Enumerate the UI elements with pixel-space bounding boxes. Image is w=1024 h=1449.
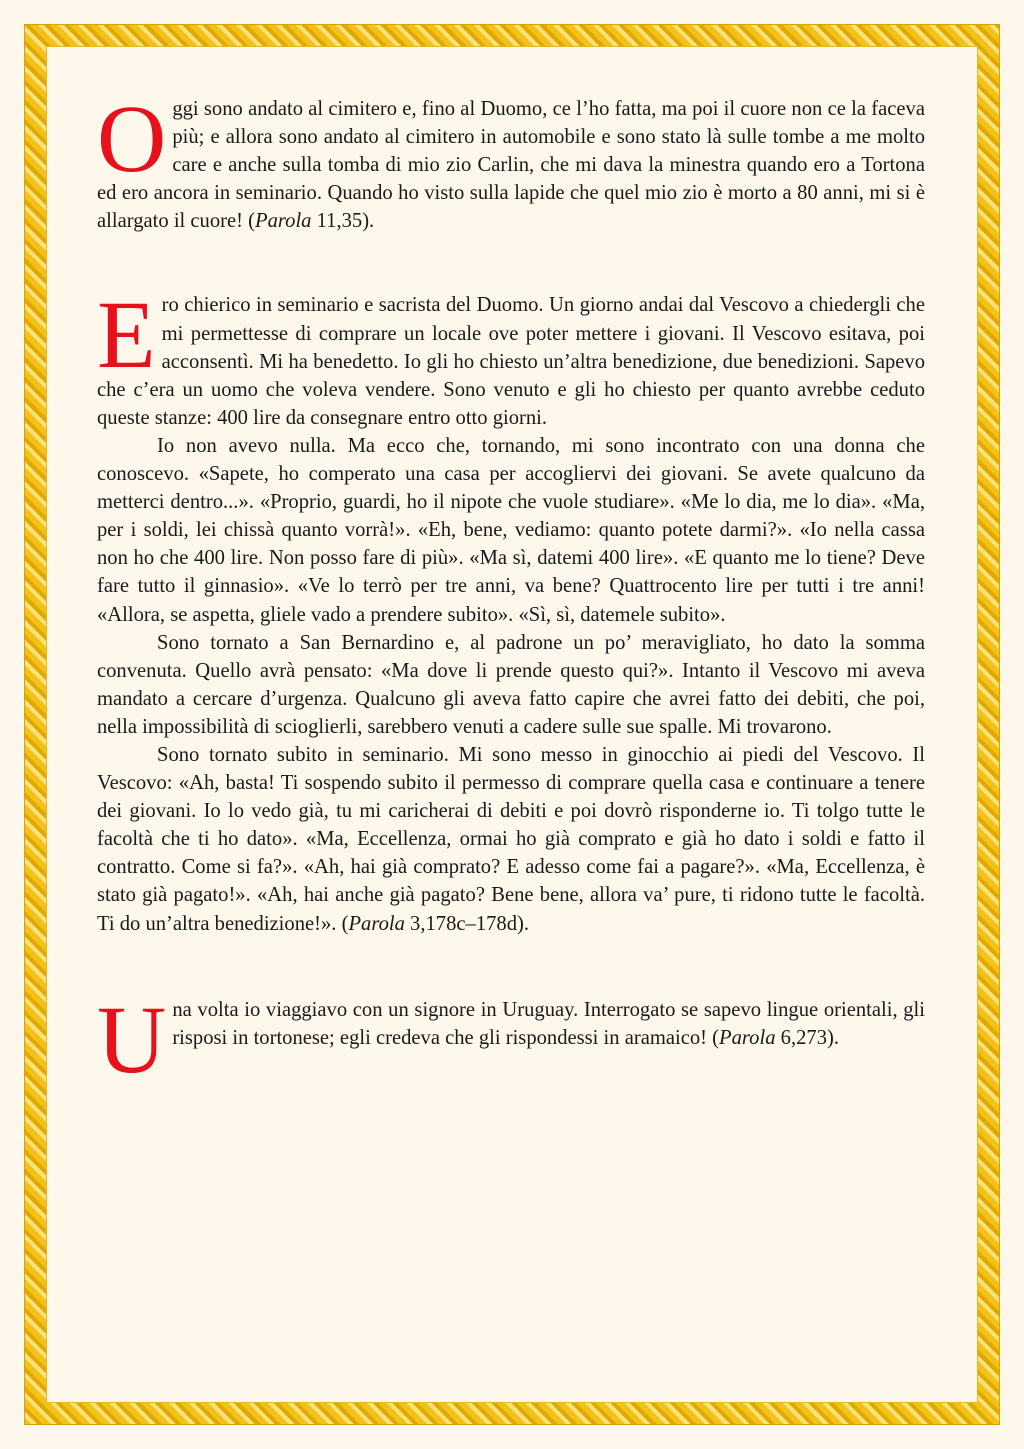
drop-cap: O: [97, 85, 167, 192]
paragraph: [97, 996, 925, 1052]
paragraph-text: ggi sono andato al cimitero e, fino al Duomo, ce l’ho fatta, ma poi il cuore non ce la faceva più; e allora sono andato al cimitero in automobile e sono stato là sulle tombe a me molto care e anche sulla tomba di mio zio Carlin, che mi dava la minestra quando ero a Tortona ed ero ancora in seminario. Quando ho visto sulla lapide che quel mio zio è morto a 80 anni, mi si è allargato il cuore! (: [97, 98, 925, 233]
paragraph: [97, 741, 925, 938]
spacer: [97, 938, 925, 996]
paragraph: Io non avevo nulla. Ma ecco che, tornando, mi sono incontrato con una donna che conoscevo. «Sapete, ho comperato una casa per accogliervi dei giovani. Se avete qualcuno da metterci dentro...». «Proprio, guardi, ho il nipote che vuole studiare». «Me lo dia, me lo dia». «Ma, per i soldi, lei chissà quanto vorrà!». «Eh, bene, vediamo: quanto potete darmi?». «Io nella cassa non ho che 400 lire. Non posso fare di più». «Ma sì, datemi 400 lire». «E quanto me lo tiene? Deve fare tutto il ginnasio». «Ve lo terrò per tre anni, va bene? Quattrocento lire per tutti i tre anni! «Allora, se aspetta, gliele vado a prendere subito». «Sì, sì, datemele subito».: [97, 434, 925, 626]
passage-2: [97, 281, 925, 937]
source-reference: 11,35).: [311, 210, 375, 233]
drop-cap: E: [97, 281, 156, 389]
source-title: Parola: [255, 210, 312, 233]
passage-3: [97, 985, 925, 1093]
source-reference: 6,273).: [775, 1026, 839, 1049]
spacer: [97, 235, 925, 291]
paragraph: ro chierico in seminario e sacrista del Duomo. Un giorno andai dal Vescovo a chiedergli che mi permettesse di comprare un locale ove poter mettere i giovani. Il Vescovo esitava, poi acconsentì. Mi ha benedetto. Io gli ho chiesto un’altra benedizione, due benedizioni. Sapevo che c’era un uomo che voleva vendere. Sono venuto e gli ho chiesto per quanto avrebbe ceduto queste stanze: 400 lire da consegnare entro otto giorni.: [97, 294, 925, 429]
text-body: [97, 85, 925, 1093]
source-title: Parola: [719, 1026, 776, 1049]
paragraph-text: na volta io viaggiavo con un signore in Uruguay. Interrogato se sapevo lingue orientali, gli risposi in tortonese; egli credeva che gli rispondessi in aramaico! (: [172, 998, 925, 1049]
paragraph: Sono tornato a San Bernardino e, al padrone un po’ meravigliato, ho dato la somma convenuta. Quello avrà pensato: «Ma dove li prende questo qui?». Intanto il Vescovo mi aveva mandato a cercare d’urgenza. Qualcuno gli aveva fatto capire che avrei fatto dei debiti, che poi, nella impossibilità di scioglierli, sarebbero venuti a cadere sulle sue spalle. Mi trovarono.: [97, 631, 925, 738]
passage-1: [97, 85, 925, 235]
paragraph: [97, 85, 925, 235]
source-title: Parola: [348, 912, 405, 935]
drop-cap: U: [97, 985, 167, 1093]
source-reference: 3,178c–178d).: [404, 912, 530, 935]
paragraph-text: Sono tornato subito in seminario. Mi sono messo in ginocchio ai piedi del Vescovo. Il Vescovo: «Ah, basta! Ti sospendo subito il permesso di comprare quella casa e continuare a tenere dei giovani. Io lo vedo già, tu mi caricherai di debiti e poi dovrò risponderne io. Ti tolgo tutte le facoltà che ti ho dato». «Ma, Eccellenza, ormai ho già comprato e già ho dato i soldi e fatto il contratto. Come si fa?». «Ah, hai già comprato? E adesso come fai a pagare?». «Ma, Eccellenza, è stato già pagato!». «Ah, hai anche già pagato? Bene bene, allora va’ pure, ti ridono tutte le facoltà. Ti do un’altra benedizione!». (: [97, 743, 925, 935]
